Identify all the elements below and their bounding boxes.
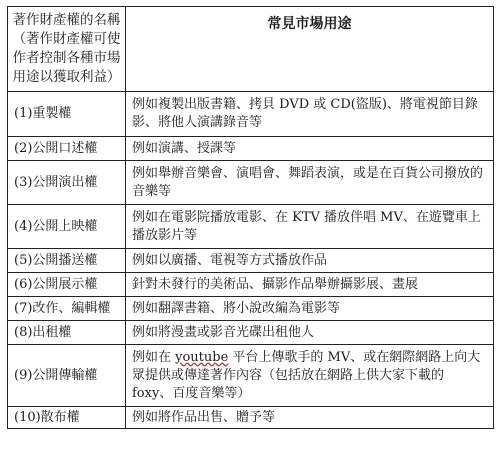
table-row xyxy=(8,92,494,137)
table-row xyxy=(8,345,494,407)
right-name-cell: (3)公開演出權 xyxy=(8,161,126,205)
usage-cell: 例如在電影院播放電影、在 KTV 播放伴唱 MV、在遊覽車上播放影片等 xyxy=(126,205,494,249)
header-market-usage: 常見市場用途 xyxy=(126,7,494,92)
copyright-rights-table xyxy=(7,6,494,429)
usage-cell: 例如演講、授課等 xyxy=(126,137,494,161)
table-row xyxy=(8,297,494,321)
table-row xyxy=(8,249,494,273)
usage-cell: 針對未發行的美術品、攝影作品舉辦攝影展、畫展 xyxy=(126,273,494,297)
usage-cell: 例如舉辦音樂會、演唱會、舞蹈表演，或是在百貨公司撥放的音樂等 xyxy=(126,161,494,205)
usage-cell: 例如複製出版書籍、拷貝 DVD 或 CD(盜版)、將電視節目錄影、將他人演講錄音等 xyxy=(126,92,494,137)
table-row xyxy=(8,161,494,205)
usage-cell xyxy=(126,345,494,407)
usage-cell: 例如以廣播、電視等方式播放作品 xyxy=(126,249,494,273)
right-name-cell: (10)散布權 xyxy=(8,407,126,429)
right-name-cell: (6)公開展示權 xyxy=(8,273,126,297)
table-row xyxy=(8,321,494,345)
header-right-name: 著作財產權的名稱（著作財產權可使作者控制各種市場用途以獲取利益） xyxy=(8,7,126,92)
usage-cell: 例如翻譯書籍、將小說改編為電影等 xyxy=(126,297,494,321)
table-row xyxy=(8,273,494,297)
usage-text-suffix: 平台上傳歌手的 MV、或在網際網路上向大眾提供或傳達著作內容（包括放在網路上供大家下載的 foxy、百度音樂等） xyxy=(132,349,481,401)
right-name-cell: (2)公開口述權 xyxy=(8,137,126,161)
table-row xyxy=(8,205,494,249)
right-name-cell: (8)出租權 xyxy=(8,321,126,345)
table-row xyxy=(8,407,494,429)
usage-cell: 例如將漫畫或影音光碟出租他人 xyxy=(126,321,494,345)
usage-text-prefix: 例如在 xyxy=(132,349,176,365)
right-name-cell: (9)公開傳輸權 xyxy=(8,345,126,407)
youtube-text: youtube xyxy=(175,349,229,365)
right-name-cell: (1)重製權 xyxy=(8,92,126,137)
right-name-cell: (4)公開上映權 xyxy=(8,205,126,249)
right-name-cell: (5)公開播送權 xyxy=(8,249,126,273)
copyright-table-container xyxy=(7,6,493,447)
usage-cell: 例如將作品出售、贈予等 xyxy=(126,407,494,429)
right-name-cell: (7)改作、編輯權 xyxy=(8,297,126,321)
table-row xyxy=(8,137,494,161)
table-header-row xyxy=(8,7,494,92)
